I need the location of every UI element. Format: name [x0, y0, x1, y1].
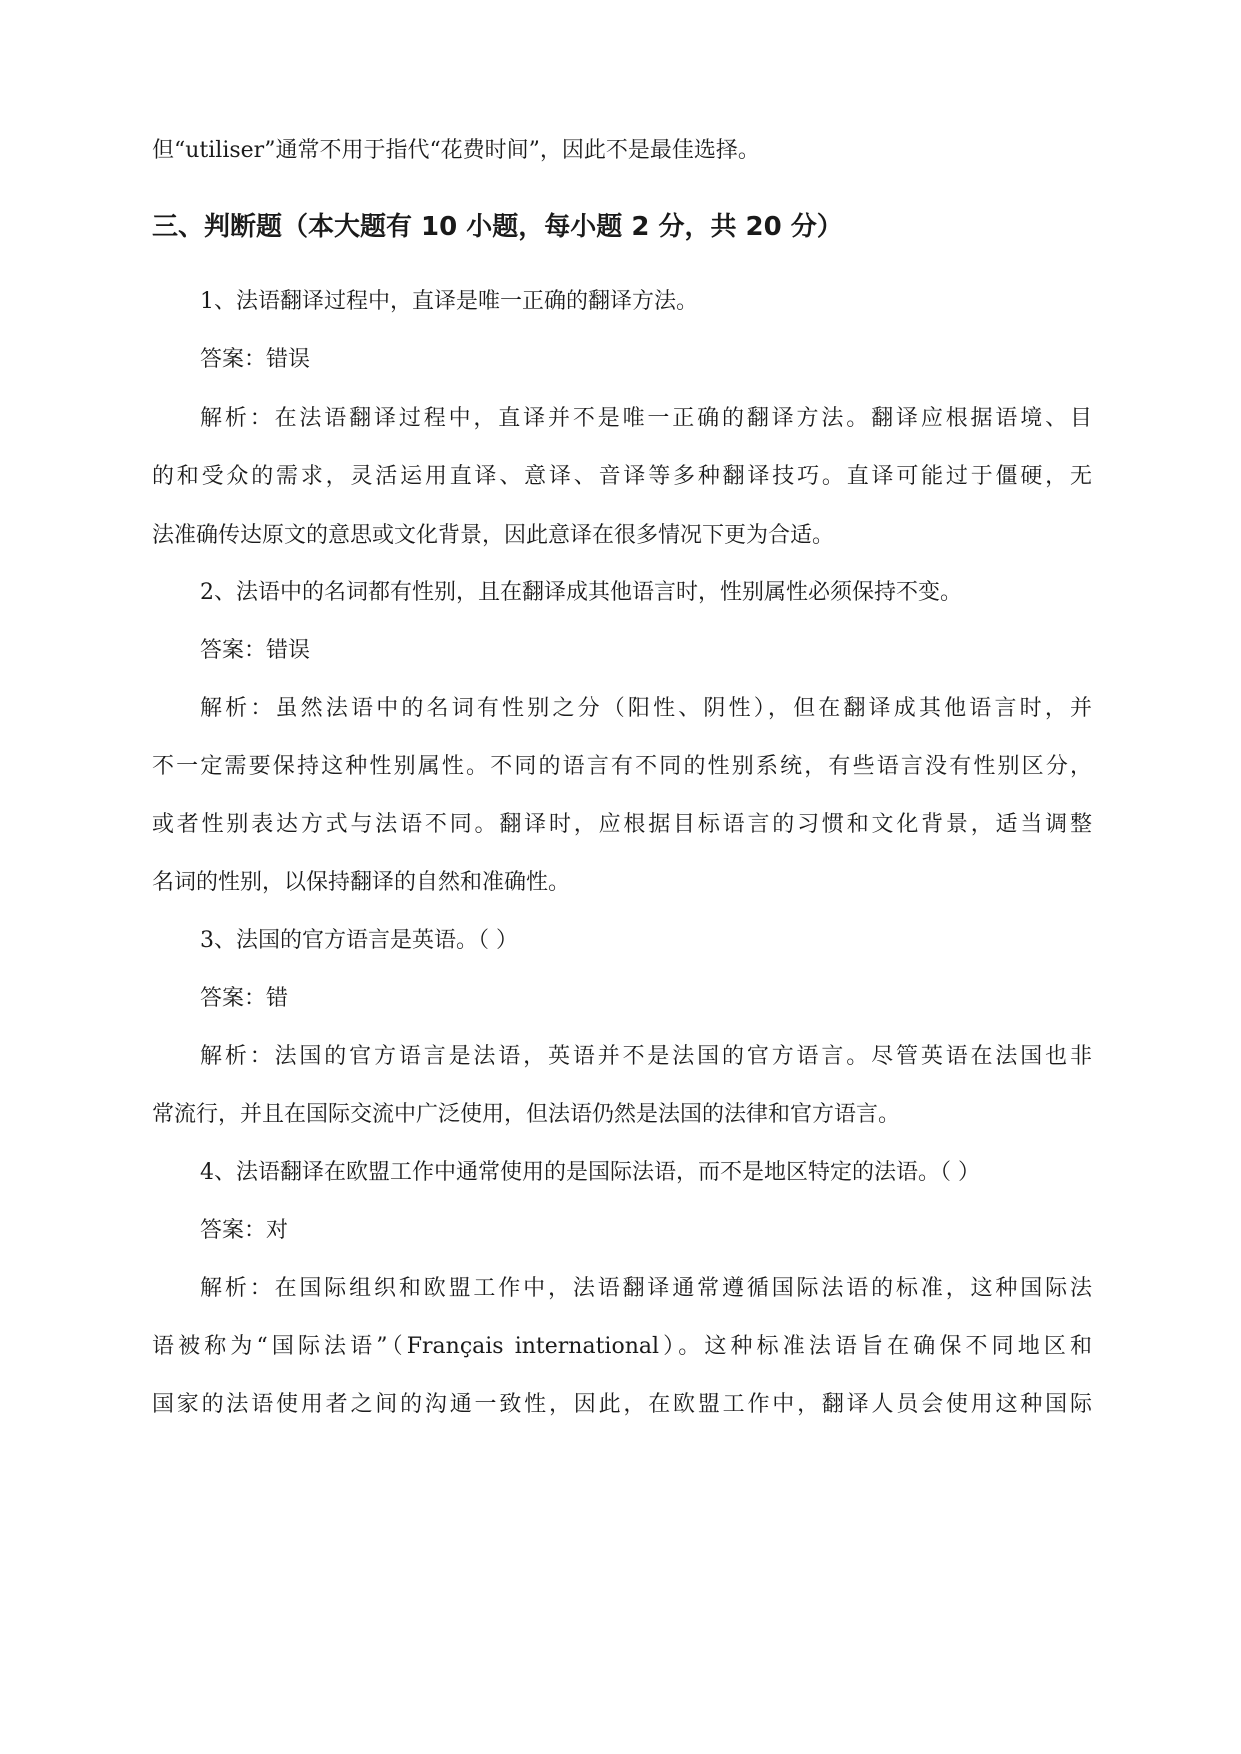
explanation-3-line-2: 常流行，并且在国际交流中广泛使用，但法语仍然是法国的法律和官方语言。	[152, 1102, 901, 1127]
question-3: 3、法国的官方语言是英语。（ ）	[200, 928, 518, 953]
explanation-1-line-2: 的和受众的需求，灵活运用直译、意译、音译等多种翻译技巧。直译可能过于僵硬，无	[152, 464, 1092, 489]
answer-4: 答案：对	[200, 1218, 289, 1243]
answer-3: 答案：错	[200, 986, 289, 1011]
explanation-2-line-1: 解析：虽然法语中的名词有性别之分（阳性、阴性），但在翻译成其他语言时，并	[200, 696, 1092, 721]
explanation-4-line-2: 语被称为“国际法语”（Français international）。这种标准法语旨在确保不同地区和	[152, 1334, 1092, 1359]
section-heading: 三、判断题（本大题有 10 小题，每小题 2 分，共 20 分）	[152, 212, 843, 242]
explanation-2-line-2: 不一定需要保持这种性别属性。不同的语言有不同的性别系统，有些语言没有性别区分，	[152, 754, 1092, 779]
intro-line: 但“utiliser”通常不用于指代“花费时间”，因此不是最佳选择。	[152, 138, 760, 163]
question-1: 1、法语翻译过程中，直译是唯一正确的翻译方法。	[200, 289, 698, 314]
explanation-4-line-3: 国家的法语使用者之间的沟通一致性，因此，在欧盟工作中，翻译人员会使用这种国际	[152, 1392, 1092, 1417]
explanation-2-line-4: 名词的性别，以保持翻译的自然和准确性。	[152, 870, 571, 895]
explanation-1-line-1: 解析：在法语翻译过程中，直译并不是唯一正确的翻译方法。翻译应根据语境、目	[200, 406, 1092, 431]
explanation-2-line-3: 或者性别表达方式与法语不同。翻译时，应根据目标语言的习惯和文化背景，适当调整	[152, 812, 1092, 837]
question-2: 2、法语中的名词都有性别，且在翻译成其他语言时，性别属性必须保持不变。	[200, 580, 962, 605]
answer-1: 答案：错误	[200, 347, 311, 372]
explanation-4-line-1: 解析：在国际组织和欧盟工作中，法语翻译通常遵循国际法语的标准，这种国际法	[200, 1276, 1092, 1301]
explanation-3-line-1: 解析：法国的官方语言是法语，英语并不是法国的官方语言。尽管英语在法国也非	[200, 1044, 1092, 1069]
explanation-1-line-3: 法准确传达原文的意思或文化背景，因此意译在很多情况下更为合适。	[152, 523, 835, 548]
answer-2: 答案：错误	[200, 638, 311, 663]
question-4: 4、法语翻译在欧盟工作中通常使用的是国际法语，而不是地区特定的法语。（ ）	[200, 1160, 980, 1185]
